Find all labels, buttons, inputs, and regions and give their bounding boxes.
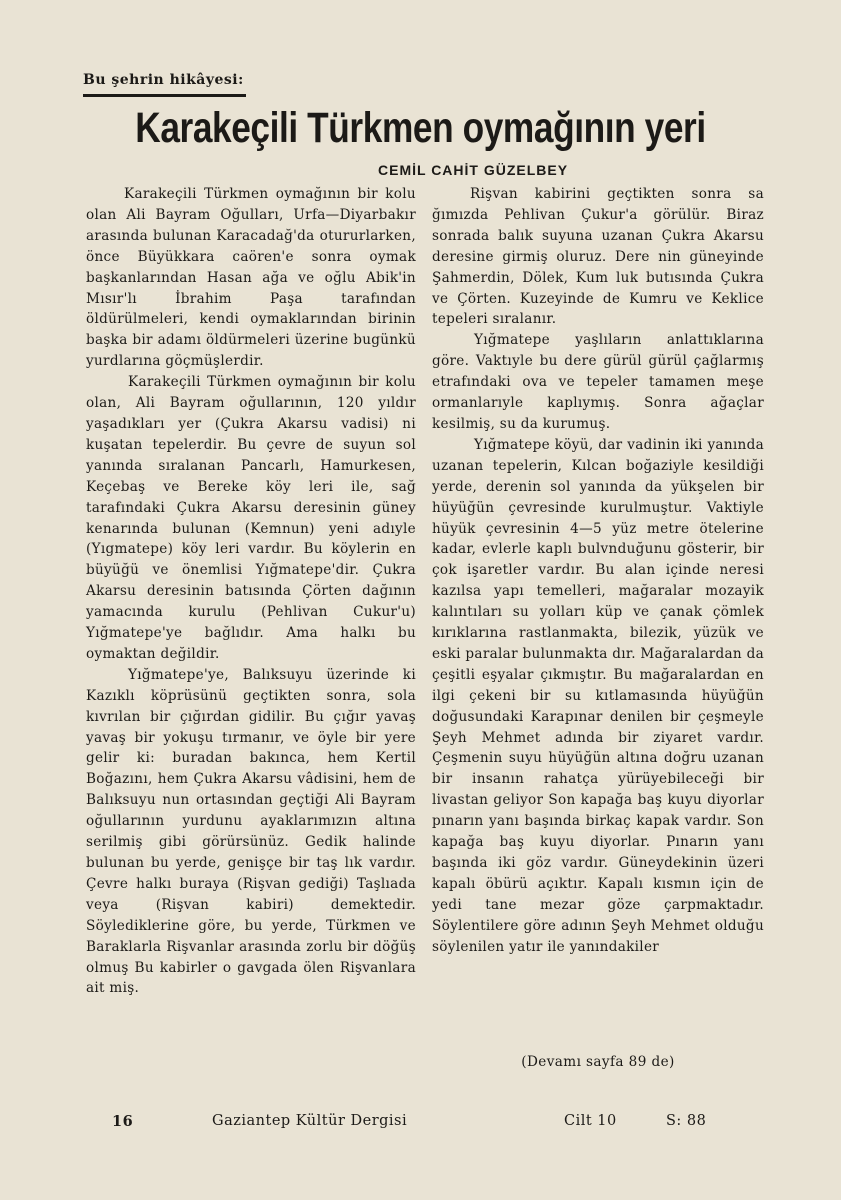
issue-label: S: 88: [666, 1113, 707, 1129]
paragraph: Yığmatepe yaşlıların anlattıklarına göre. Vaktıyle bu dere gürül gürül çağlarmış etrafındaki ova ve tepeler tamamen meşe ormanlarıyle kaplıymış. Sonra ağaçlar kesilmiş, su da kurumuş.: [432, 332, 764, 432]
article-title: Karakeçili Türkmen oymağının yeri: [135, 104, 706, 152]
journal-name: Gaziantep Kültür Dergisi: [212, 1113, 408, 1129]
paragraph: Rişvan kabirini geçtikten sonra sa ğımızda Pehlivan Çukur'a görülür. Biraz sonrada balık suyuna uzanan Çukra Akarsu deresine girmiş oluruz. Dere nin güneyinde Şahmerdin, Dölek, Kum luk butısında Çukra ve Çörten. Kuzeyinde de Kumru ve Keklice tepeleri sıralanır.: [432, 186, 764, 328]
section-kicker: Bu şehrin hikâyesi:: [83, 72, 244, 88]
paragraph: Yığmatepe'ye, Balıksuyu üzerinde ki Kazıklı köprüsünü geçtikten sonra, sola kıvrılan bir çığırdan gidilir. Bu çığır yavaş yavaş bir yokuşu tırmanır, ve öyle bir yere gelir ki: buradan bakınca, hem Kertil Boğazını, hem Çukra Akarsu vâdisini, hem de Balıksuyu nun ortasından geçtiği Ali Bayram oğullarının yurdunu ayaklarımızın altına serilmiş gibi görürsünüz. Gedik halinde bulunan bu yerde, genişçe bir taş lık vardır. Çevre halkı buraya (Rişvan gediği) Taşlıada veya (Rişvan kabiri) demektedir. Söylediklerine göre, bu yerde, Türkmen ve Baraklarla Rişvanlar arasında zorlu bir döğüş olmuş Bu kabirler o gavgada ölen Rişvanlara ait miş.: [86, 666, 416, 997]
continued-note: (Devamı sayfa 89 de): [521, 1054, 675, 1070]
paragraph: Karakeçili Türkmen oymağının bir kolu olan, Ali Bayram oğullarının, 120 yıldır yaşadıkları yer (Çukra Akarsu vadisi) ni kuşatan tepelerdir. Bu çevre de suyun sol yanında sıralanan Pancarlı, Hamurkesen, Keçebaş ve Bereke köy leri ile, sağ tarafındaki Çukra Akarsu deresinin güney kenarında bulunan (Kemnun) yeni adıyle (Yıgmatepe) köy leri vardır. Bu köylerin en büyüğü ve önemlisi Yığmatepe'dir. Çukra Akarsu deresinin batısında Çörten dağının yamacında kurulu (Pehlivan Cukur'u) Yığmatepe'ye bağlıdır. Ama halkı bu oymaktan değildir.: [86, 374, 416, 662]
volume-label: Cilt 10: [564, 1113, 617, 1129]
left-column: [86, 184, 416, 999]
paragraph: Yığmatepe köyü, dar vadinin iki yanında uzanan tepelerin, Kılcan boğaziyle kesildiği yerde, derenin sol yanında da yükşelen bir hüyüğün çevresinde kurulmuştur. Vaktiyle hüyük çevresinin 4—5 yüz metre ötelerine kadar, evlerle kaplı bulvnduğunu gösterir, bir çok işaretler vardır. Bu alan içinde neresi kazılsa yapı temelleri, mağaralar mozayik kalıntıları su yolları küp ve çanak çömlek kırıklarına rastlanmakta, bilezik, yüzük ve eski paralar bulunmakta dır. Mağaralardan da çeşitli eşyalar çıkmıştır. Bu mağaralardan en ilgi çekeni bir su kıtlamasında hüyüğün doğusundaki Karapınar denilen bir çeşmeyle Şeyh Mehmet adında bir ziyaret vardır. Çeşmenin suyu hüyüğün altına doğru uzanan bir insanın rahatça yürüyebileceği bir livastan geliyor Son kapağa baş kuyu diyorlar pınarın yanı başında birkaç kapak vardır. Son kapağa baş kuyu diyorlar. Pınarın yanı başında iki göz vardır. Güneydekinin üzeri kapalı öbürü açıktır. Kapalı kısmın için de yedi tane mezar göze çarpmaktadır. Söylentilere göre adının Şeyh Mehmet olduğu söylenilen yatır ile yanındakiler: [432, 436, 765, 955]
paragraph: Karakeçili Türkmen oymağının bir kolu olan Ali Bayram Oğulları, Urfa—Diyarbakır arasında bulunan Karacadağ'da otururlarken, önce Büyükkara caören'e sonra oymak başkanlarından Hasan ağa ve oğlu Abik'in Mısır'lı İbrahim Paşa tarafından öldürülmeleri, kendi oymaklarından birinin başka bir adamı öldürmeleri üzerine bugünkü yurdlarına göçmüşlerdir.: [86, 186, 416, 370]
article-author: CEMİL CAHİT GÜZELBEY: [378, 162, 569, 178]
kicker-underline: [83, 94, 246, 97]
right-column: [432, 184, 764, 958]
page-number: 16: [112, 1113, 134, 1130]
